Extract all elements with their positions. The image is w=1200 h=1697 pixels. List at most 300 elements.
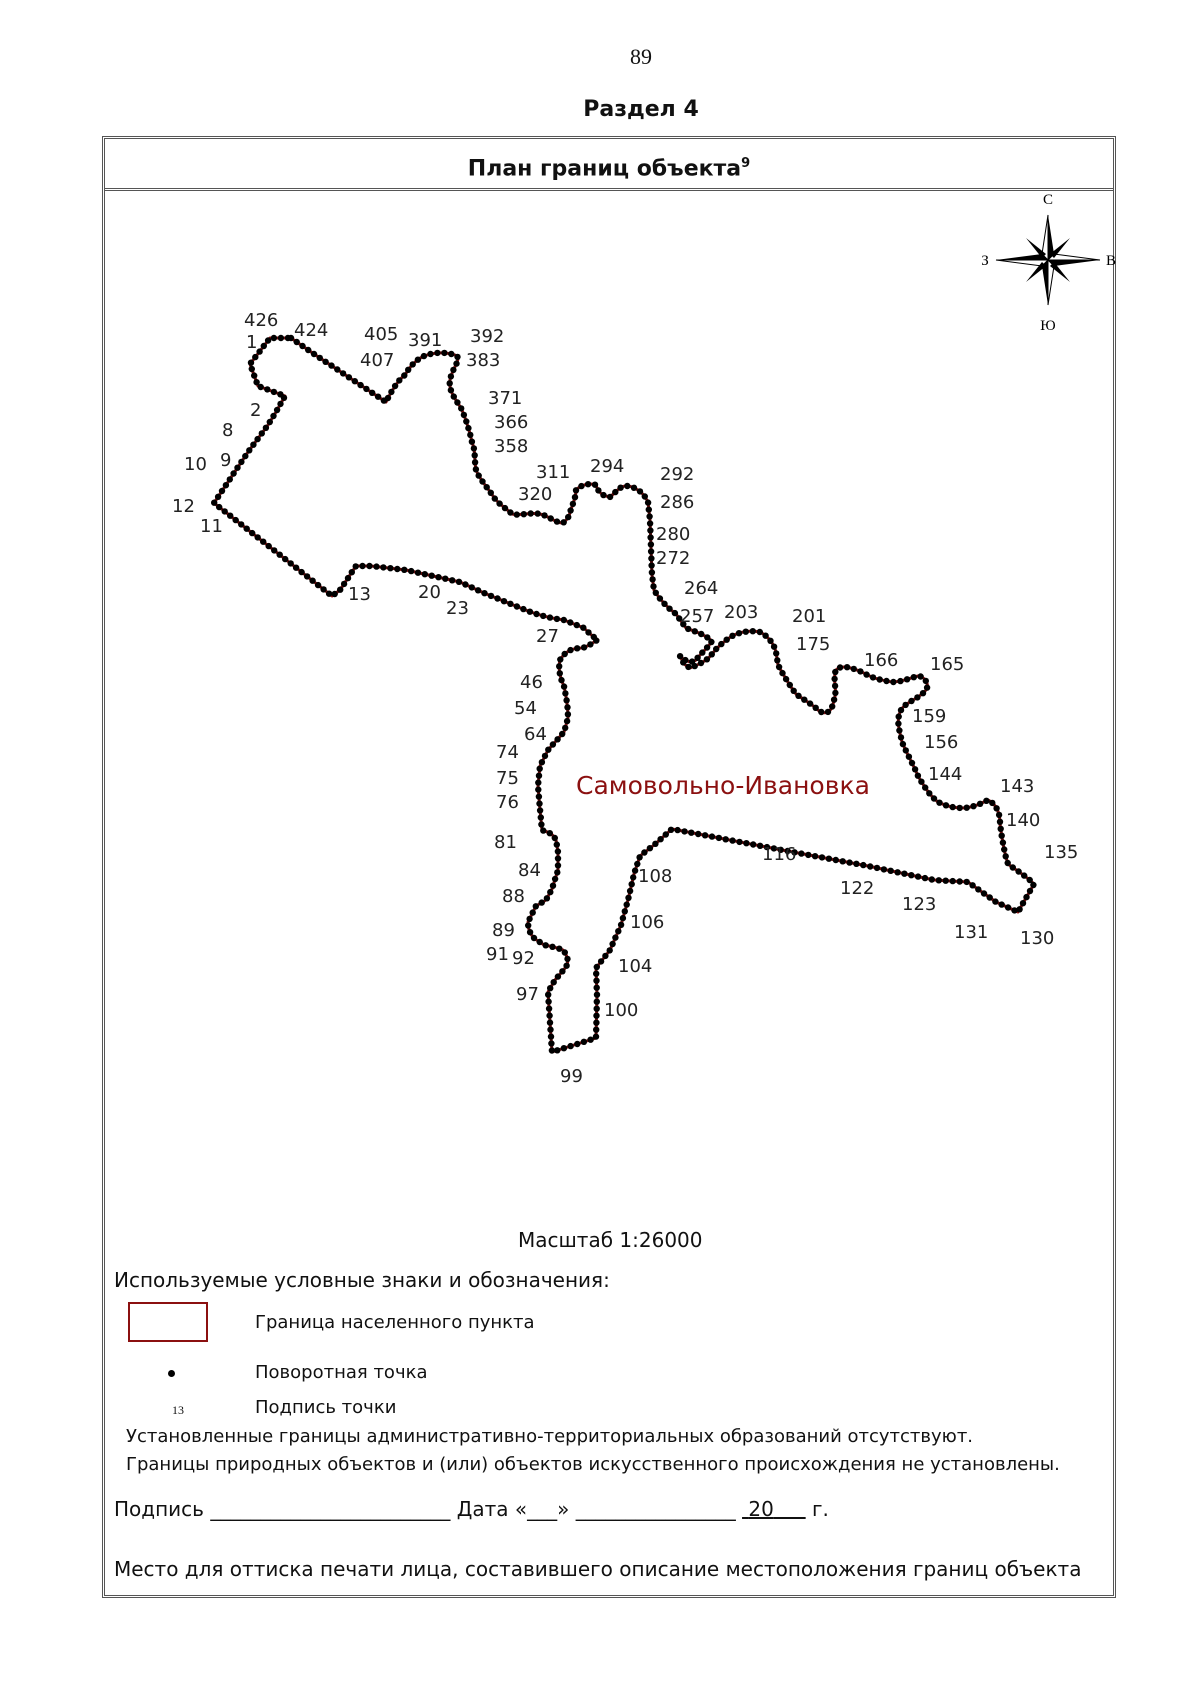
- turning-point: [388, 389, 394, 395]
- turning-point: [612, 489, 618, 495]
- turning-point: [650, 583, 656, 589]
- turning-point: [369, 390, 375, 396]
- turning-point: [983, 798, 989, 804]
- turning-point: [661, 601, 667, 607]
- turning-point: [593, 1027, 599, 1033]
- turning-point: [246, 447, 252, 453]
- turning-point: [970, 803, 976, 809]
- turning-point: [216, 504, 222, 510]
- turning-point: [931, 795, 937, 801]
- point-label: 143: [1000, 776, 1035, 797]
- turning-point: [996, 812, 1002, 818]
- turning-point: [401, 372, 407, 378]
- turning-point: [578, 483, 584, 489]
- turning-point: [1020, 900, 1026, 906]
- turning-point: [647, 845, 653, 851]
- turning-point: [904, 676, 910, 682]
- turning-point: [555, 855, 561, 861]
- turning-point: [625, 895, 631, 901]
- turning-point: [415, 570, 421, 576]
- turning-point: [1021, 872, 1027, 878]
- turning-point: [554, 841, 560, 847]
- compass-south: Ю: [1040, 318, 1056, 334]
- turning-point: [326, 591, 332, 597]
- page-number: 89: [630, 44, 652, 69]
- turning-point: [896, 713, 902, 719]
- turning-point: [271, 335, 277, 341]
- turning-point: [309, 578, 315, 584]
- turning-point: [709, 651, 715, 657]
- turning-point: [943, 802, 949, 808]
- turning-point: [259, 430, 265, 436]
- turning-point: [581, 644, 587, 650]
- turning-point: [668, 827, 674, 833]
- turning-point: [527, 609, 533, 615]
- turning-point: [341, 581, 347, 587]
- point-label: 99: [560, 1066, 583, 1087]
- turning-point: [750, 841, 756, 847]
- point-label: 88: [502, 886, 525, 907]
- turning-point: [451, 393, 457, 399]
- turning-point: [936, 800, 942, 806]
- turning-point: [895, 720, 901, 726]
- turning-point: [989, 800, 995, 806]
- turning-point: [1015, 868, 1021, 874]
- turning-point: [285, 335, 291, 341]
- turning-point: [537, 766, 543, 772]
- point-label: 405: [364, 324, 399, 345]
- turning-point: [649, 569, 655, 575]
- turning-point: [448, 351, 454, 357]
- turning-point: [562, 949, 568, 955]
- turning-point: [1001, 846, 1007, 852]
- turning-point: [267, 419, 273, 425]
- legend-number-label: Подпись точки: [255, 1397, 397, 1418]
- turning-point: [305, 347, 311, 353]
- turning-point: [479, 478, 485, 484]
- turning-point: [774, 657, 780, 663]
- turning-point: [708, 639, 714, 645]
- turning-point: [539, 759, 545, 765]
- turning-point: [531, 935, 537, 941]
- turning-point: [574, 645, 580, 651]
- turning-point: [600, 492, 606, 498]
- turning-point: [396, 377, 402, 383]
- turning-point: [987, 894, 993, 900]
- legend-point-label: Поворотная точка: [255, 1362, 428, 1383]
- turning-point: [375, 394, 381, 400]
- turning-point: [264, 386, 270, 392]
- turning-point: [549, 944, 555, 950]
- turning-point: [260, 539, 266, 545]
- turning-point: [359, 563, 365, 569]
- turning-point: [929, 876, 935, 882]
- turning-point: [1003, 853, 1009, 859]
- point-label: 2: [250, 400, 262, 421]
- turning-point: [543, 942, 549, 948]
- date-close: »: [557, 1497, 570, 1521]
- turning-point: [923, 678, 929, 684]
- turning-point: [546, 1012, 552, 1018]
- date-day-blank[interactable]: ___: [527, 1497, 558, 1521]
- turning-point: [454, 399, 460, 405]
- turning-point: [249, 366, 255, 372]
- turning-point: [488, 593, 494, 599]
- settlement-name: Самовольно-Ивановка: [576, 771, 870, 800]
- turning-point: [957, 805, 963, 811]
- point-label: 122: [840, 878, 875, 899]
- turning-point: [612, 934, 618, 940]
- turning-point: [699, 649, 705, 655]
- turning-point: [554, 616, 560, 622]
- point-labels: [172, 310, 1078, 1087]
- turning-point: [581, 1039, 587, 1045]
- turning-point: [293, 565, 299, 571]
- turning-point: [593, 971, 599, 977]
- turning-point: [349, 569, 355, 575]
- turning-point: [298, 569, 304, 575]
- point-label: 165: [930, 654, 965, 675]
- turning-point: [373, 563, 379, 569]
- point-label: 426: [244, 310, 279, 331]
- turning-point: [469, 439, 475, 445]
- turning-point: [557, 670, 563, 676]
- point-label: 75: [496, 768, 519, 789]
- compass-west: З: [981, 253, 989, 269]
- point-label: 175: [796, 634, 831, 655]
- turning-point: [912, 766, 918, 772]
- point-label: 11: [200, 516, 223, 537]
- turning-point: [896, 727, 902, 733]
- turning-point: [622, 908, 628, 914]
- turning-point: [618, 922, 624, 928]
- turning-point: [337, 587, 343, 593]
- turning-point: [525, 922, 531, 928]
- turning-point: [587, 641, 593, 647]
- point-label: 358: [494, 436, 529, 457]
- turning-point: [252, 354, 258, 360]
- compass-rose-icon: [981, 192, 1116, 334]
- turning-point: [950, 878, 956, 884]
- point-label: 392: [470, 326, 505, 347]
- turning-point: [702, 832, 708, 838]
- turning-point: [750, 628, 756, 634]
- signature-blank[interactable]: ________________________: [210, 1497, 451, 1521]
- turning-point: [901, 871, 907, 877]
- turning-point: [615, 928, 621, 934]
- turning-point: [593, 1033, 599, 1039]
- turning-point: [334, 366, 340, 372]
- turning-point: [559, 968, 565, 974]
- turning-point: [1005, 860, 1011, 866]
- turning-point: [580, 625, 586, 631]
- turning-point: [915, 773, 921, 779]
- turning-point: [278, 335, 284, 341]
- turning-point: [724, 637, 730, 643]
- turning-point: [831, 676, 837, 682]
- turning-point: [219, 488, 225, 494]
- turning-point: [943, 878, 949, 884]
- turning-point: [680, 659, 686, 665]
- turning-point: [648, 555, 654, 561]
- signature-label: Подпись: [114, 1497, 204, 1521]
- point-label: 294: [590, 456, 625, 477]
- turning-point: [552, 876, 558, 882]
- turning-point: [709, 833, 715, 839]
- turning-point: [631, 485, 637, 491]
- turning-point: [488, 490, 494, 496]
- turning-point: [427, 351, 433, 357]
- scale-text: Масштаб 1:26000: [518, 1228, 703, 1252]
- turning-point: [266, 543, 272, 549]
- turning-point: [547, 830, 553, 836]
- turning-point: [533, 903, 539, 909]
- point-label: 89: [492, 920, 515, 941]
- turning-point: [825, 709, 831, 715]
- turning-point: [392, 383, 398, 389]
- turning-point: [547, 985, 553, 991]
- turning-point: [282, 556, 288, 562]
- turning-point: [997, 819, 1003, 825]
- point-label: 135: [1044, 842, 1079, 863]
- turning-point: [922, 784, 928, 790]
- turning-point: [472, 452, 478, 458]
- turning-point: [718, 641, 724, 647]
- turning-point: [467, 432, 473, 438]
- turning-point: [911, 674, 917, 680]
- point-label: 371: [488, 388, 523, 409]
- turning-point: [346, 374, 352, 380]
- turning-point: [277, 391, 283, 397]
- turning-point: [562, 725, 568, 731]
- turning-point: [507, 509, 513, 515]
- turning-point: [415, 357, 421, 363]
- turning-point: [698, 660, 704, 666]
- point-label: 13: [348, 584, 371, 605]
- turning-point: [492, 495, 498, 501]
- turning-point: [898, 707, 904, 713]
- turning-point: [366, 563, 372, 569]
- legend-title: Используемые условные знаки и обозначения:: [114, 1268, 610, 1292]
- compass-north: С: [1042, 192, 1054, 208]
- turning-point: [345, 575, 351, 581]
- turning-point: [223, 482, 229, 488]
- turning-point: [674, 827, 680, 833]
- turning-point: [564, 704, 570, 710]
- turning-point: [637, 488, 643, 494]
- turning-point: [548, 1033, 554, 1039]
- compass-east: В: [1105, 253, 1117, 269]
- turning-point: [877, 676, 883, 682]
- turning-point: [574, 622, 580, 628]
- turning-point: [646, 513, 652, 519]
- turning-point: [787, 682, 793, 688]
- turning-point: [840, 858, 846, 864]
- turning-point: [657, 595, 663, 601]
- turning-point: [442, 576, 448, 582]
- turning-point: [230, 470, 236, 476]
- turning-point: [539, 899, 545, 905]
- turning-point: [692, 663, 698, 669]
- turning-point: [559, 731, 565, 737]
- turning-point: [567, 619, 573, 625]
- point-label: 257: [680, 606, 715, 627]
- turning-point: [520, 606, 526, 612]
- turning-point: [609, 941, 615, 947]
- turning-point: [255, 534, 261, 540]
- turning-point: [729, 837, 735, 843]
- turning-point: [593, 978, 599, 984]
- turning-point: [736, 839, 742, 845]
- turning-point: [647, 520, 653, 526]
- turning-point: [462, 581, 468, 587]
- turning-point: [238, 459, 244, 465]
- turning-point: [234, 465, 240, 471]
- date-year[interactable]: [742, 1497, 806, 1521]
- turning-point: [458, 405, 464, 411]
- turning-point: [918, 779, 924, 785]
- turning-point: [593, 1020, 599, 1026]
- turning-point: [548, 515, 554, 521]
- turning-point: [550, 883, 556, 889]
- section-title: Раздел 4: [583, 97, 699, 122]
- turning-point: [570, 501, 576, 507]
- turning-point: [647, 527, 653, 533]
- date-year-prefix: 20: [748, 1497, 774, 1521]
- turning-point: [567, 507, 573, 513]
- turning-point: [472, 459, 478, 465]
- turning-point: [556, 946, 562, 952]
- turning-point: [410, 361, 416, 367]
- turning-point: [385, 395, 391, 401]
- turning-point: [898, 734, 904, 740]
- turning-point: [448, 373, 454, 379]
- turning-point: [340, 370, 346, 376]
- point-label: 166: [864, 650, 899, 671]
- turning-point: [540, 613, 546, 619]
- turning-point: [463, 418, 469, 424]
- turning-point: [975, 886, 981, 892]
- turning-point: [645, 499, 651, 505]
- point-label: 123: [902, 894, 937, 915]
- point-label: 286: [660, 492, 695, 513]
- point-label: 10: [184, 454, 207, 475]
- point-label: 8: [222, 420, 234, 441]
- turning-point: [554, 869, 560, 875]
- turning-point: [981, 890, 987, 896]
- turning-point: [250, 442, 256, 448]
- turning-point: [1011, 907, 1017, 913]
- turning-point: [999, 901, 1005, 907]
- turning-point: [238, 521, 244, 527]
- turning-point: [713, 646, 719, 652]
- turning-point: [475, 587, 481, 593]
- turning-point: [791, 688, 797, 694]
- turning-point: [448, 387, 454, 393]
- turning-point: [447, 380, 453, 386]
- point-label: 280: [656, 524, 691, 545]
- turning-point: [494, 595, 500, 601]
- point-label: 311: [536, 462, 571, 483]
- point-label: 74: [496, 742, 519, 763]
- turning-point: [585, 481, 591, 487]
- turning-point: [591, 634, 597, 640]
- turning-point: [353, 563, 359, 569]
- turning-point: [461, 412, 467, 418]
- turning-point: [530, 909, 536, 915]
- turning-point: [853, 861, 859, 867]
- turning-point: [465, 425, 471, 431]
- date-month-blank[interactable]: ________________: [575, 1497, 736, 1521]
- turning-point: [421, 353, 427, 359]
- stamp-place-text: Место для оттиска печати лица, составившего описание местоположения границ объекта: [114, 1557, 1082, 1581]
- turning-point: [542, 753, 548, 759]
- turning-point: [387, 565, 393, 571]
- turning-point: [277, 552, 283, 558]
- turning-point: [831, 697, 837, 703]
- turning-point: [936, 877, 942, 883]
- turning-point: [795, 693, 801, 699]
- turning-point: [564, 956, 570, 962]
- turning-point: [969, 882, 975, 888]
- point-label: 97: [516, 984, 539, 1005]
- turning-point: [917, 673, 923, 679]
- turning-point: [563, 963, 569, 969]
- point-label: 76: [496, 792, 519, 813]
- turning-point: [526, 916, 532, 922]
- turning-point: [779, 670, 785, 676]
- point-label: 366: [494, 412, 529, 433]
- turning-point: [538, 821, 544, 827]
- turning-point: [514, 511, 520, 517]
- point-label: 130: [1020, 928, 1055, 949]
- turning-point: [527, 929, 533, 935]
- turning-point: [408, 568, 414, 574]
- point-label: 140: [1006, 810, 1041, 831]
- turning-point: [562, 690, 568, 696]
- turning-point: [222, 508, 228, 514]
- turning-point: [649, 576, 655, 582]
- turning-point: [906, 754, 912, 760]
- turning-point: [422, 571, 428, 577]
- turning-point: [248, 360, 254, 366]
- turning-point: [598, 958, 604, 964]
- turning-point: [594, 985, 600, 991]
- turning-point: [288, 560, 294, 566]
- turning-point: [915, 873, 921, 879]
- point-label: 424: [294, 320, 329, 341]
- turning-point: [653, 590, 659, 596]
- turning-point: [890, 679, 896, 685]
- turning-point: [533, 611, 539, 617]
- point-label: 91: [486, 944, 509, 965]
- turning-point: [926, 790, 932, 796]
- point-label: 108: [638, 866, 673, 887]
- turning-point: [922, 875, 928, 881]
- turning-point: [977, 801, 983, 807]
- turning-point: [629, 881, 635, 887]
- turning-point: [914, 694, 920, 700]
- point-label: 84: [518, 860, 541, 881]
- point-label: 9: [220, 450, 232, 471]
- date-year-suffix: г.: [812, 1497, 829, 1521]
- turning-point: [757, 629, 763, 635]
- turning-point: [546, 1005, 552, 1011]
- turning-point: [484, 484, 490, 490]
- turning-point: [352, 378, 358, 384]
- turning-point: [762, 633, 768, 639]
- turning-point: [908, 698, 914, 704]
